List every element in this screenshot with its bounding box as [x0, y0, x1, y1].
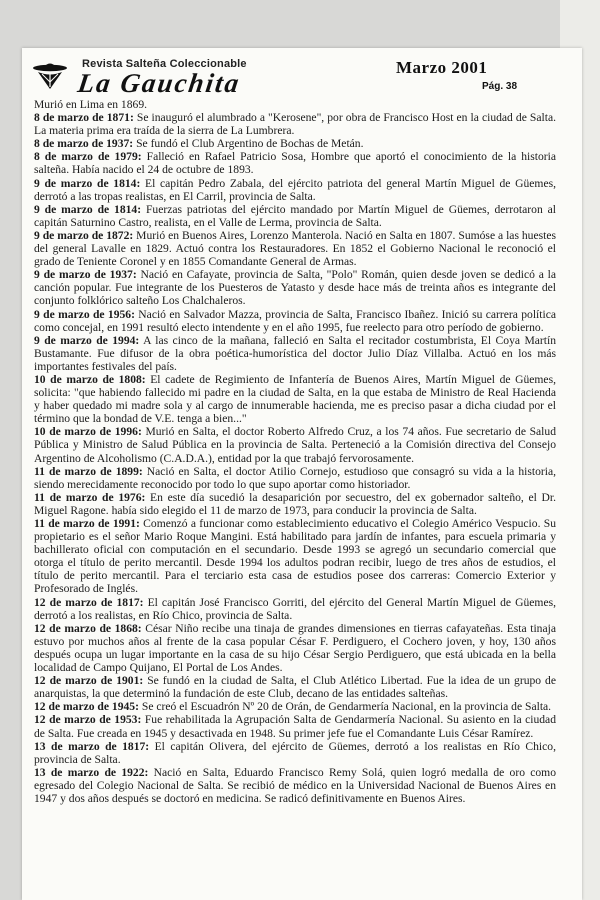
entry-date: 11 de marzo de 1976:	[34, 490, 146, 504]
entry-text: Falleció en Rafael Patricio Sosa, Hombre que aportó el conocimiento de la historia salteña. Había nacido el 24 de octubre de 1893.	[34, 150, 556, 177]
magazine-subtitle: Revista Salteña Coleccionable	[82, 58, 247, 70]
ephemeris-entry	[34, 203, 556, 229]
entry-text: El capitán Olivera, del ejército de Güemes, derrotó a los realistas en Río Chico, provincia de Salta.	[34, 739, 556, 766]
entry-date: 12 de marzo de 1953:	[34, 713, 142, 727]
ephemeris-entry	[34, 229, 556, 268]
entry-date: 9 de marzo de 1994:	[34, 333, 140, 347]
ephemeris-entry	[34, 622, 556, 674]
entry-date: 13 de marzo de 1922:	[34, 765, 149, 779]
entry-text: Nació en Salvador Mazza, provincia de Salta, Francisco Ibañez. Inició su carrera política como concejal, en 1991 resultó electo intendente y en el año 1995, fue reelecto para otro período de gobierno.	[34, 307, 556, 334]
entry-text: A las cinco de la mañana, falleció en Salta el recitador costumbrista, El Coya Martín Bustamante. Fue difusor de la obra poética-humorística del doctor Julio Díaz Villalba. Actuó en los más importantes festivales del país.	[34, 333, 556, 373]
ephemeris-entry	[34, 740, 556, 766]
entry-text: Nació en Salta, Eduardo Francisco Remy Solá, quien logró medalla de oro como egresado del Colegio Nacional de Salta. Se recibió de médico en la Universidad Nacional de Buenos Aires en 1947 y dos años después se doctoró en medicina. Se radicó definitivamente en Buenos Aires.	[34, 765, 556, 805]
entry-text: El capitán José Francisco Gorriti, del ejército del General Martín Miguel de Güemes, derrotó a los realistas, en Río Chico, provincia de Salta.	[34, 595, 556, 622]
entry-date: 12 de marzo de 1901:	[34, 674, 144, 688]
entry-text: Fue rehabilitada la Agrupación Salta de Gendarmería Nacional. Su asiento en la ciudad de Salta. Fue creada en 1945 y desactivada en 1948. Su primer jefe fue el Comandante Luis César Ramírez.	[34, 713, 556, 740]
entry-text: Nació en Salta, el doctor Atilio Cornejo, estudioso que consagró su vida a la historia, siendo merecidamente reconocido por todo lo que supo aportar como historiador.	[34, 464, 556, 491]
ephemeris-entry	[34, 137, 556, 150]
entry-text: Nació en Cafayate, provincia de Salta, "Polo" Román, quien desde joven se dedicó a la canción popular. Fue integrante de los Puesteros de Yatasto y desde hace más de treinta años es integrante del conjunto folklórico salteño Los Chalchaleros.	[34, 268, 557, 308]
entry-text: Se fundó en la ciudad de Salta, el Club Atlético Libertad. Fue la idea de un grupo de anarquistas, la que determinó la fundación de este Club, decano de las entidades salteñas.	[34, 674, 557, 701]
ephemeris-entry	[34, 674, 556, 700]
entry-text: En este día sucedió la desaparición por secuestro, del ex gobernador salteño, el Dr. Miguel Ragone. había sido elegido el 11 de marzo de 1973, para conducir la provincia de Salta.	[34, 490, 556, 517]
entry-text: Se fundó el Club Argentino de Bochas de Metán.	[133, 137, 364, 151]
page-number: Pág. 38	[482, 81, 518, 92]
gaucho-logo-icon	[30, 60, 70, 90]
entry-text: Murió en Salta, el doctor Roberto Alfredo Cruz, a los 74 años. Fue secretario de Salud Pública y Ministro de Salud Pública en la provincia de Salta. Perteneció a la Comisión directiva del Consejo Argentino de Alcoholismo (C.A.D.A.), entidad por la que trabajó fervorosamente.	[34, 425, 557, 465]
entry-date: 9 de marzo de 1814:	[34, 202, 142, 216]
entry-text: El cadete de Regimiento de Infantería de Buenos Aires, Martín Miguel de Güemes, solicita: "que habiendo fallecido mi padre en la ciudad de Salta, en la que estaba de Ministro de Real Hacienda y haber quedado mi madre sola y al cargo de innumerable hacienda, me es preciso pasar a dicha ciudad por el término que la bondad de V.E. tenga a bien..."	[34, 372, 556, 426]
ephemeris-entry	[34, 268, 556, 307]
ephemeris-entry	[34, 465, 556, 491]
entry-date: 11 de marzo de 1899:	[34, 464, 143, 478]
entry-text: Murió en Buenos Aires, Lorenzo Manterola. Nació en Salta en 1807. Sumóse a las huestes del general Lavalle en 1829. Actuó contra los Restauradores. En 1852 el Gobierno Nacional le reconoció el grado de Teniente Coronel y en 1855 Comandante General de Armas.	[34, 228, 557, 269]
entry-text: El capitán Pedro Zabala, del ejército patriota del general Martín Miguel de Güemes, derrotó a las tropas realistas, en El Carril, provincia de Salta.	[34, 176, 556, 203]
ephemeris-entry	[34, 517, 556, 596]
entry-date: 9 de marzo de 1956:	[34, 307, 135, 321]
ephemeris-entry	[34, 111, 556, 137]
ephemeris-entry	[34, 308, 556, 334]
ephemeris-entry	[34, 373, 556, 425]
page-header	[30, 56, 560, 104]
entry-date: 8 de marzo de 1871:	[34, 111, 134, 125]
magazine-title: La Gauchita	[75, 68, 243, 98]
entry-date: 8 de marzo de 1937:	[34, 137, 134, 151]
entry-date: 8 de marzo de 1979:	[34, 150, 142, 164]
entry-text: Se inauguró el alumbrado a "Kerosene", por obra de Francisco Host en la ciudad de Salta. La materia prima era traída de la sierra de La Lumbrera.	[34, 111, 556, 138]
ephemeris-entry	[34, 150, 556, 176]
entry-date: 10 de marzo de 1996:	[34, 425, 142, 439]
issue-date: Marzo 2001	[396, 58, 488, 77]
ephemeris-entry	[34, 425, 556, 464]
ephemeris-entry	[34, 596, 556, 622]
entry-date: 9 de marzo de 1872:	[34, 228, 134, 242]
entry-date: 10 de marzo de 1808:	[34, 372, 146, 386]
ephemeris-entry	[34, 177, 556, 203]
ephemeris-entry	[34, 766, 556, 805]
entry-date: 12 de marzo de 1945:	[34, 700, 139, 714]
entry-date: 13 de marzo de 1817:	[34, 739, 150, 753]
entry-date: 12 de marzo de 1868:	[34, 621, 142, 635]
entry-text: Se creó el Escuadrón Nº 20 de Orán, de Gendarmería Nacional, en la provincia de Salta.	[138, 700, 552, 714]
entry-text: Fuerzas patriotas del ejército mandado por Martín Miguel de Güemes, derrotaron al capitán Saturnino Castro, realista, en el Valle de Lerma, provincia de Salta.	[34, 202, 556, 229]
ephemeris-entry	[34, 491, 556, 517]
entry-text: Comenzó a funcionar como establecimiento educativo el Colegio Américo Vespucio. Su propietario es el señor Mario Roque Mangini. Está habilitado para jardín de infantes, para escuela primaria y bachillerato oficial con computación en el secundario. Desde 1993 se agregó un secundario comercial que otorga el título de perito mercantil. Desde 1994 los adultos podran recibir, luego de tres años de estudios, el título de perito mercantil. Para el terciario esta casa de estudios posee dos carreras: Comercio Exterior y Profesorado de Inglés.	[34, 517, 557, 596]
ephemerides-list	[34, 98, 556, 805]
ephemeris-entry	[34, 700, 556, 713]
ephemeris-entry	[34, 713, 556, 739]
entry-text: César Niño recibe una tinaja de grandes dimensiones en tierras cafayateñas. Esta tinaja estuvo por muchos años al frente de la casa popular César F. Perdiguero, el Cochero joven, y hoy, 130 años después ocupa un lugar importante en la casa de su hijo César Sergio Perdiguero, que está ubicada en la bella localidad de Campo Quijano, El Portal de Los Andes.	[34, 621, 556, 675]
entry-text: Murió en Lima en 1869.	[34, 98, 148, 111]
entry-date: 9 de marzo de 1814:	[34, 176, 141, 190]
ephemeris-entry	[34, 334, 556, 373]
ephemeris-entry	[34, 98, 556, 111]
entry-date: 11 de marzo de 1991:	[34, 517, 140, 530]
entry-date: 9 de marzo de 1937:	[34, 268, 137, 282]
entry-date: 12 de marzo de 1817:	[34, 595, 144, 609]
